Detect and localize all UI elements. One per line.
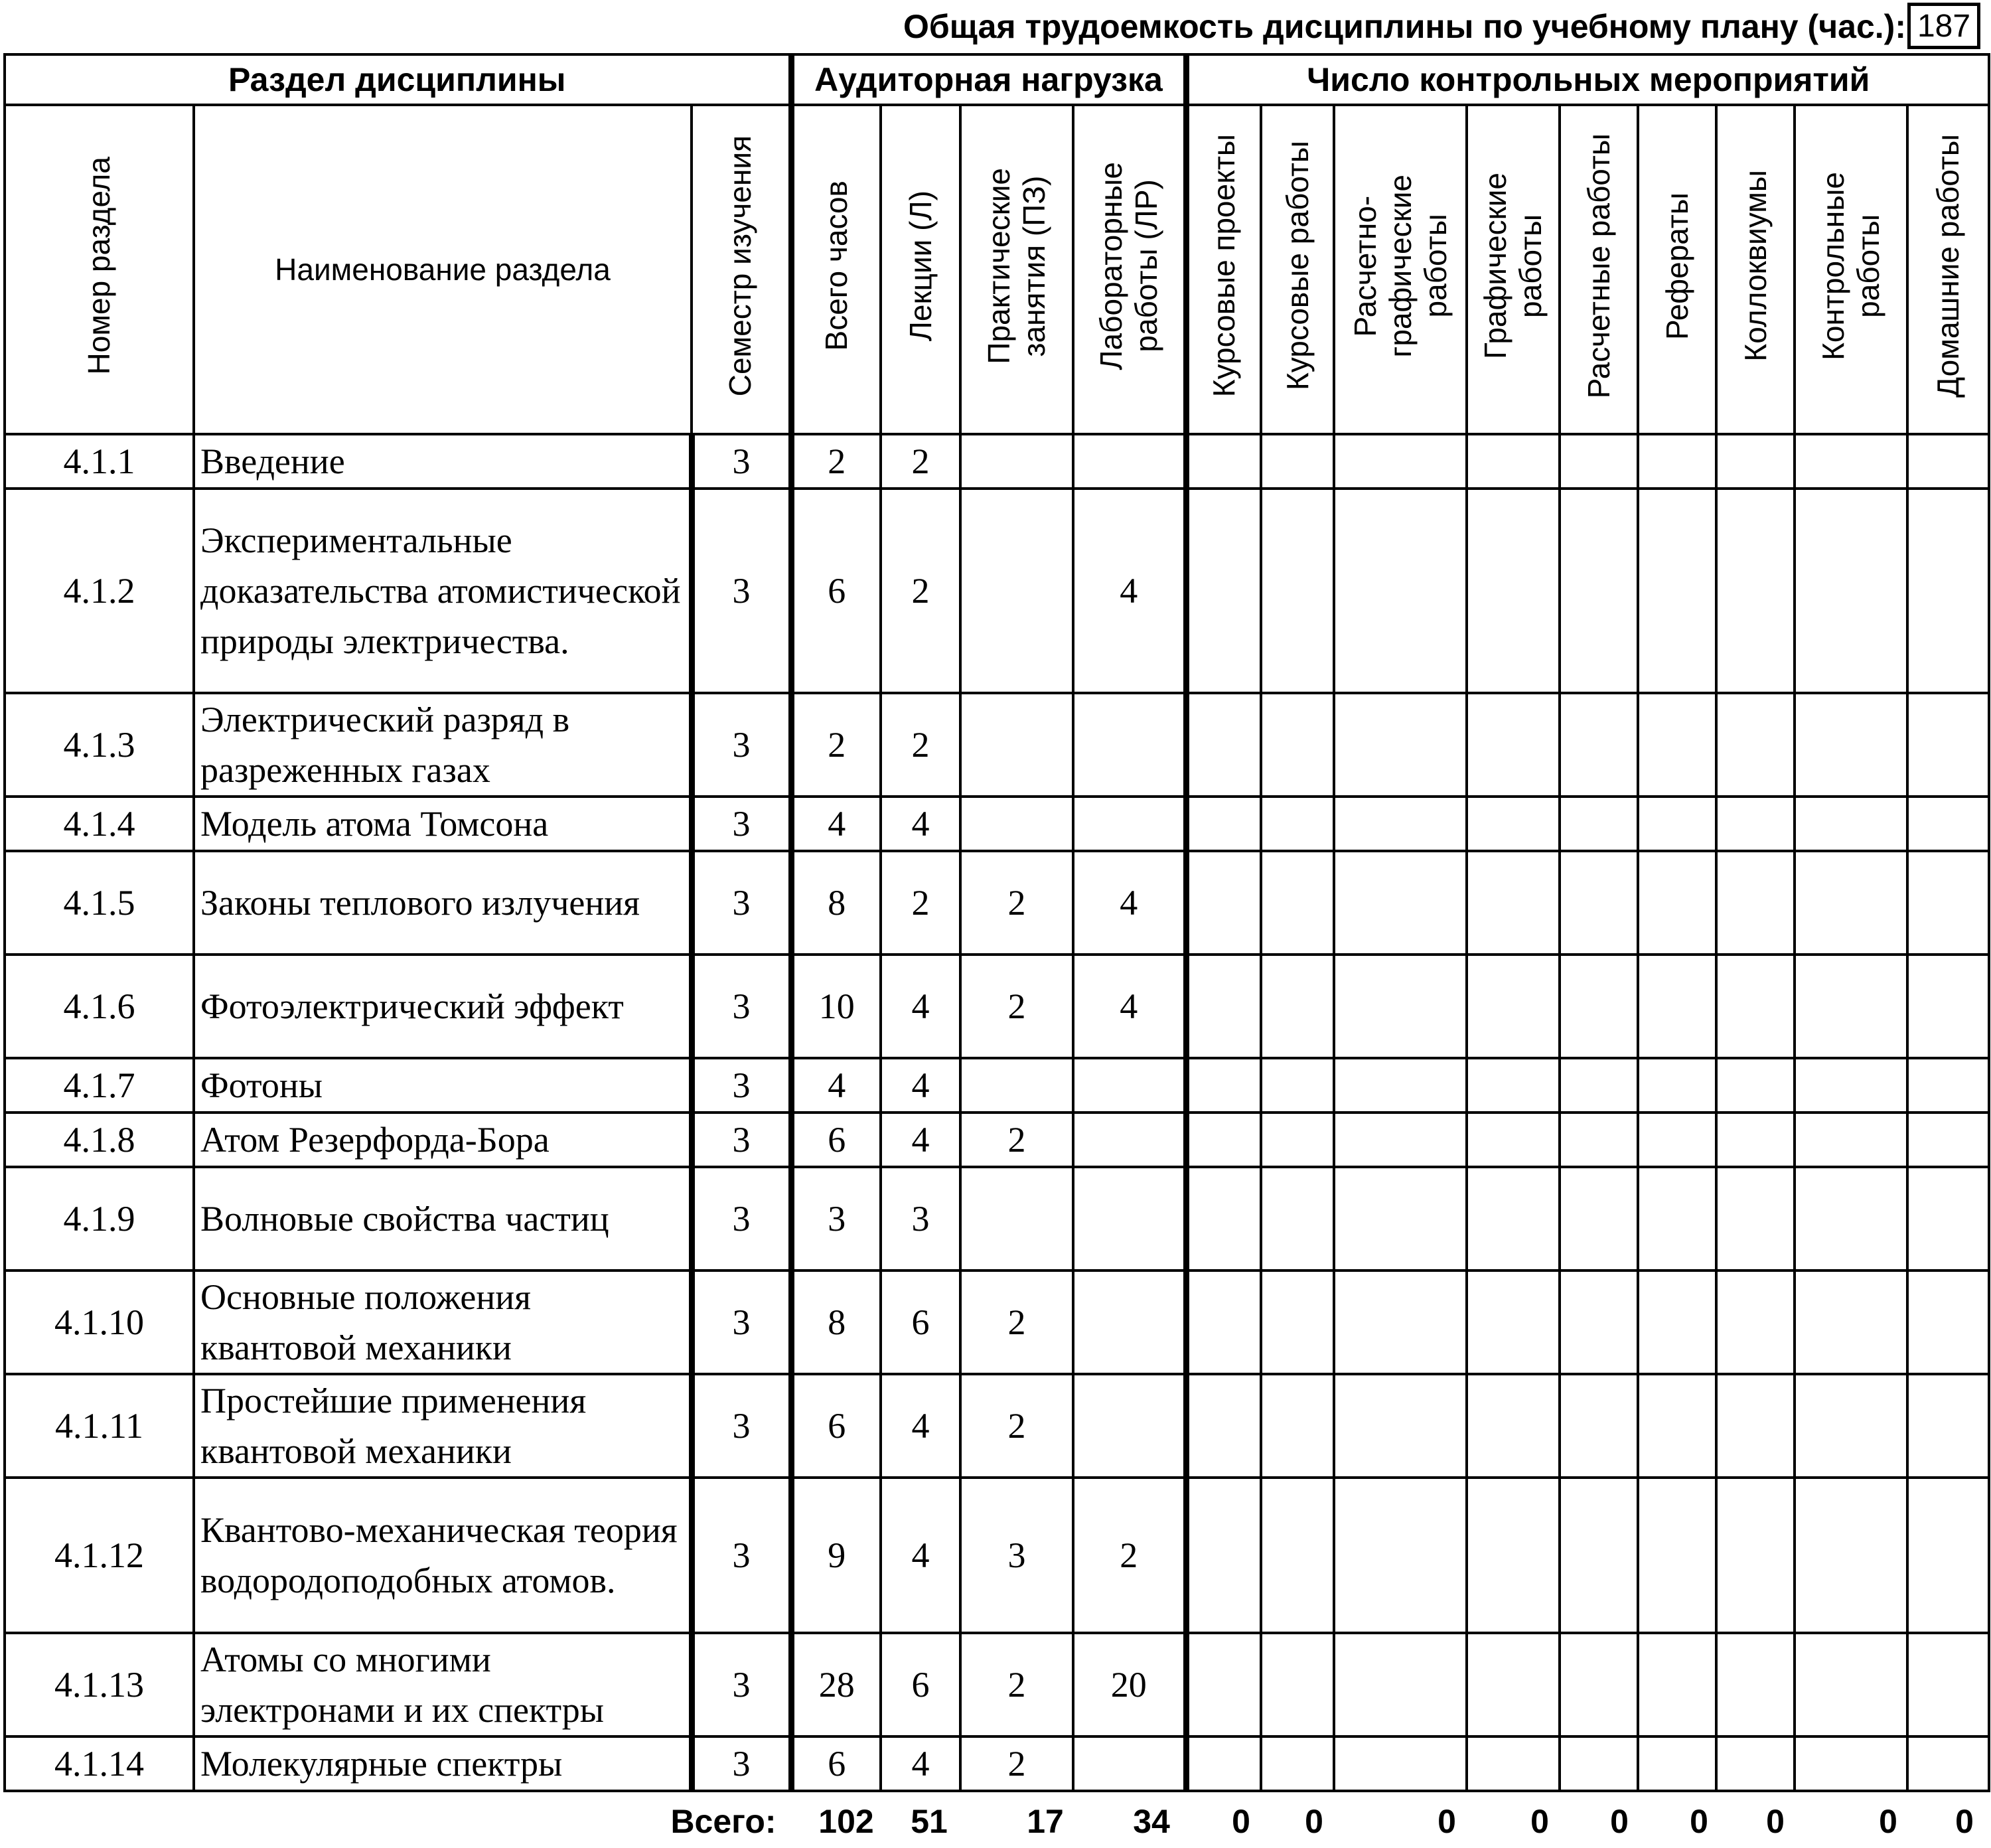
row-lectures: 2 <box>881 489 960 693</box>
row-number: 4.1.7 <box>5 1058 194 1113</box>
row-control-cell <box>1186 1167 1261 1270</box>
row-control-cell <box>1795 693 1907 797</box>
row-control-cell <box>1638 955 1716 1058</box>
row-name: Молекулярные спектры <box>194 1736 692 1791</box>
row-control-cell <box>1716 1633 1795 1736</box>
row-control-cell <box>1638 489 1716 693</box>
row-control-cell <box>1261 797 1334 851</box>
row-number: 4.1.12 <box>5 1478 194 1633</box>
row-control-cell <box>1560 1633 1638 1736</box>
row-practical <box>960 1058 1073 1113</box>
row-name: Модель атома Томсона <box>194 797 692 851</box>
col-header-name: Наименование раздела <box>194 105 692 434</box>
row-control-cell <box>1261 1167 1334 1270</box>
row-control-cell <box>1716 1058 1795 1113</box>
col-header-essays: Рефераты <box>1638 105 1716 434</box>
row-control-cell <box>1186 1374 1261 1478</box>
row-control-cell <box>1907 1113 1989 1167</box>
table-row <box>5 1167 1989 1270</box>
total-workload-line <box>0 0 1991 53</box>
group-header-control: Число контрольных мероприятий <box>1186 54 1989 105</box>
row-labs <box>1073 1374 1186 1478</box>
row-labs <box>1073 797 1186 851</box>
row-control-cell <box>1638 1167 1716 1270</box>
row-control-cell <box>1467 1374 1560 1478</box>
row-semester: 3 <box>692 693 791 797</box>
row-control-cell <box>1334 1633 1467 1736</box>
row-semester: 3 <box>692 1478 791 1633</box>
row-control-cell <box>1795 1270 1907 1374</box>
row-control-cell <box>1795 489 1907 693</box>
row-labs <box>1073 1270 1186 1374</box>
row-practical: 2 <box>960 851 1073 955</box>
totals-labs: 34 <box>1133 1803 1170 1840</box>
row-control-cell <box>1334 1167 1467 1270</box>
row-number: 4.1.3 <box>5 693 194 797</box>
row-labs <box>1073 1113 1186 1167</box>
row-control-cell <box>1186 1270 1261 1374</box>
table-row <box>5 955 1989 1058</box>
row-total-hours: 28 <box>791 1633 881 1736</box>
col-header-homework: Домашние работы <box>1907 105 1989 434</box>
row-control-cell <box>1907 489 1989 693</box>
row-semester: 3 <box>692 489 791 693</box>
row-control-cell <box>1261 434 1334 489</box>
row-semester: 3 <box>692 955 791 1058</box>
row-control-cell <box>1560 1736 1638 1791</box>
row-control-cell <box>1261 489 1334 693</box>
row-labs <box>1073 1736 1186 1791</box>
col-header-practical: Практические занятия (ПЗ) <box>960 105 1073 434</box>
row-labs <box>1073 693 1186 797</box>
row-semester: 3 <box>692 1374 791 1478</box>
row-control-cell <box>1716 1736 1795 1791</box>
row-control-cell <box>1560 1374 1638 1478</box>
table-row <box>5 1058 1989 1113</box>
row-control-cell <box>1186 1633 1261 1736</box>
row-control-cell <box>1795 1374 1907 1478</box>
table-row <box>5 434 1989 489</box>
row-name: Фотоэлектрический эффект <box>194 955 692 1058</box>
row-control-cell <box>1186 797 1261 851</box>
row-control-cell <box>1907 1374 1989 1478</box>
row-lectures: 6 <box>881 1270 960 1374</box>
row-number: 4.1.1 <box>5 434 194 489</box>
row-control-cell <box>1186 1113 1261 1167</box>
row-control-cell <box>1334 434 1467 489</box>
row-control-cell <box>1560 1478 1638 1633</box>
row-practical <box>960 434 1073 489</box>
row-labs: 4 <box>1073 851 1186 955</box>
row-control-cell <box>1186 1058 1261 1113</box>
row-control-cell <box>1716 693 1795 797</box>
row-control-cell <box>1261 1113 1334 1167</box>
group-header-section: Раздел дисциплины <box>5 54 791 105</box>
row-control-cell <box>1795 1167 1907 1270</box>
totals-label: Всего: <box>670 1803 776 1840</box>
row-control-cell <box>1638 1058 1716 1113</box>
row-total-hours: 9 <box>791 1478 881 1633</box>
row-control-cell <box>1334 851 1467 955</box>
row-control-cell <box>1907 797 1989 851</box>
row-control-cell <box>1467 1113 1560 1167</box>
totals-homework: 0 <box>1955 1803 1974 1840</box>
row-control-cell <box>1261 955 1334 1058</box>
row-name: Волновые свойства частиц <box>194 1167 692 1270</box>
row-name: Квантово-механическая теория водородоподобных атомов. <box>194 1478 692 1633</box>
row-control-cell <box>1716 1167 1795 1270</box>
row-lectures: 3 <box>881 1167 960 1270</box>
row-lectures: 6 <box>881 1633 960 1736</box>
row-total-hours: 6 <box>791 1736 881 1791</box>
row-control-cell <box>1795 434 1907 489</box>
row-number: 4.1.13 <box>5 1633 194 1736</box>
totals-total-hours: 102 <box>818 1803 874 1840</box>
row-control-cell <box>1795 797 1907 851</box>
row-practical: 2 <box>960 1633 1073 1736</box>
row-name: Фотоны <box>194 1058 692 1113</box>
row-control-cell <box>1467 434 1560 489</box>
table-row <box>5 1633 1989 1736</box>
row-control-cell <box>1261 1478 1334 1633</box>
totals-colloquia: 0 <box>1766 1803 1785 1840</box>
row-number: 4.1.6 <box>5 955 194 1058</box>
row-semester: 3 <box>692 1058 791 1113</box>
curriculum-table <box>3 53 1990 1792</box>
row-control-cell <box>1638 851 1716 955</box>
row-name: Электрический разряд в разреженных газах <box>194 693 692 797</box>
col-header-labs: Лабораторные работы (ЛР) <box>1073 105 1186 434</box>
table-row <box>5 851 1989 955</box>
col-header-colloquia: Коллоквиумы <box>1716 105 1795 434</box>
row-control-cell <box>1334 797 1467 851</box>
row-total-hours: 4 <box>791 1058 881 1113</box>
row-control-cell <box>1334 1374 1467 1478</box>
row-control-cell <box>1638 1736 1716 1791</box>
row-control-cell <box>1186 1736 1261 1791</box>
totals-practical: 17 <box>1027 1803 1064 1840</box>
row-control-cell <box>1186 1478 1261 1633</box>
table-row <box>5 1374 1989 1478</box>
row-control-cell <box>1467 1633 1560 1736</box>
row-practical: 3 <box>960 1478 1073 1633</box>
row-control-cell <box>1186 851 1261 955</box>
row-control-cell <box>1716 1270 1795 1374</box>
row-labs: 2 <box>1073 1478 1186 1633</box>
row-lectures: 2 <box>881 693 960 797</box>
totals-tests: 0 <box>1879 1803 1897 1840</box>
row-semester: 3 <box>692 1113 791 1167</box>
row-control-cell <box>1716 797 1795 851</box>
row-name: Введение <box>194 434 692 489</box>
row-labs <box>1073 1167 1186 1270</box>
row-control-cell <box>1795 1478 1907 1633</box>
row-control-cell <box>1795 955 1907 1058</box>
row-control-cell <box>1907 851 1989 955</box>
row-control-cell <box>1795 1633 1907 1736</box>
row-name: Простейшие применения квантовой механики <box>194 1374 692 1478</box>
row-lectures: 4 <box>881 1736 960 1791</box>
totals-calc: 0 <box>1610 1803 1629 1840</box>
row-practical: 2 <box>960 1113 1073 1167</box>
row-control-cell <box>1261 693 1334 797</box>
row-control-cell <box>1186 434 1261 489</box>
row-lectures: 2 <box>881 434 960 489</box>
row-control-cell <box>1638 434 1716 489</box>
row-number: 4.1.10 <box>5 1270 194 1374</box>
row-control-cell <box>1560 693 1638 797</box>
table-row <box>5 693 1989 797</box>
row-control-cell <box>1261 1270 1334 1374</box>
row-control-cell <box>1467 489 1560 693</box>
row-control-cell <box>1334 1478 1467 1633</box>
row-control-cell <box>1907 1736 1989 1791</box>
row-total-hours: 2 <box>791 434 881 489</box>
row-lectures: 4 <box>881 1478 960 1633</box>
table-row <box>5 1113 1989 1167</box>
row-control-cell <box>1560 489 1638 693</box>
row-semester: 3 <box>692 1270 791 1374</box>
row-control-cell <box>1186 489 1261 693</box>
row-control-cell <box>1186 693 1261 797</box>
row-control-cell <box>1334 489 1467 693</box>
row-control-cell <box>1716 1113 1795 1167</box>
row-labs: 4 <box>1073 955 1186 1058</box>
row-control-cell <box>1467 797 1560 851</box>
row-name: Атом Резерфорда-Бора <box>194 1113 692 1167</box>
row-control-cell <box>1638 1478 1716 1633</box>
row-control-cell <box>1795 1736 1907 1791</box>
row-number: 4.1.11 <box>5 1374 194 1478</box>
row-practical: 2 <box>960 1374 1073 1478</box>
col-header-total-hours: Всего часов <box>791 105 881 434</box>
row-control-cell <box>1334 1113 1467 1167</box>
row-control-cell <box>1907 1058 1989 1113</box>
row-control-cell <box>1907 1478 1989 1633</box>
row-lectures: 4 <box>881 955 960 1058</box>
row-name: Законы теплового излучения <box>194 851 692 955</box>
row-control-cell <box>1560 1058 1638 1113</box>
row-control-cell <box>1467 1058 1560 1113</box>
row-control-cell <box>1467 851 1560 955</box>
row-control-cell <box>1716 1478 1795 1633</box>
row-semester: 3 <box>692 1167 791 1270</box>
row-labs: 20 <box>1073 1633 1186 1736</box>
row-control-cell <box>1907 1167 1989 1270</box>
row-number: 4.1.14 <box>5 1736 194 1791</box>
row-number: 4.1.9 <box>5 1167 194 1270</box>
table-row <box>5 489 1989 693</box>
row-semester: 3 <box>692 797 791 851</box>
row-practical <box>960 489 1073 693</box>
row-control-cell <box>1638 797 1716 851</box>
row-control-cell <box>1638 1633 1716 1736</box>
row-control-cell <box>1638 693 1716 797</box>
totals-lectures: 51 <box>911 1803 948 1840</box>
group-header-auditorium: Аудиторная нагрузка <box>791 54 1186 105</box>
row-total-hours: 4 <box>791 797 881 851</box>
row-semester: 3 <box>692 1736 791 1791</box>
row-control-cell <box>1186 955 1261 1058</box>
totals-row <box>0 1796 1991 1848</box>
row-control-cell <box>1638 1374 1716 1478</box>
row-name: Экспериментальные доказательства атомистической природы электричества. <box>194 489 692 693</box>
row-control-cell <box>1334 1736 1467 1791</box>
row-control-cell <box>1560 1270 1638 1374</box>
row-control-cell <box>1334 1058 1467 1113</box>
row-total-hours: 2 <box>791 693 881 797</box>
row-name: Атомы со многими электронами и их спектры <box>194 1633 692 1736</box>
row-control-cell <box>1467 1270 1560 1374</box>
row-control-cell <box>1795 1113 1907 1167</box>
row-control-cell <box>1334 1270 1467 1374</box>
row-semester: 3 <box>692 1633 791 1736</box>
row-control-cell <box>1261 1374 1334 1478</box>
row-total-hours: 6 <box>791 1113 881 1167</box>
row-control-cell <box>1560 1113 1638 1167</box>
totals-calc-graph: 0 <box>1438 1803 1456 1840</box>
col-header-course-works: Курсовые работы <box>1261 105 1334 434</box>
row-lectures: 2 <box>881 851 960 955</box>
row-semester: 3 <box>692 851 791 955</box>
row-control-cell <box>1334 955 1467 1058</box>
row-control-cell <box>1716 434 1795 489</box>
row-control-cell <box>1560 797 1638 851</box>
row-practical: 2 <box>960 1270 1073 1374</box>
row-control-cell <box>1467 1478 1560 1633</box>
row-control-cell <box>1907 955 1989 1058</box>
row-total-hours: 6 <box>791 489 881 693</box>
row-control-cell <box>1334 693 1467 797</box>
row-labs <box>1073 434 1186 489</box>
totals-course-projects: 0 <box>1232 1803 1250 1840</box>
row-control-cell <box>1795 851 1907 955</box>
total-workload-value: 187 <box>1907 3 1980 49</box>
row-total-hours: 8 <box>791 851 881 955</box>
table-body <box>5 434 1989 1791</box>
row-total-hours: 8 <box>791 1270 881 1374</box>
row-control-cell <box>1467 1167 1560 1270</box>
row-number: 4.1.4 <box>5 797 194 851</box>
col-header-graphic: Графические работы <box>1467 105 1560 434</box>
row-control-cell <box>1716 955 1795 1058</box>
row-control-cell <box>1638 1270 1716 1374</box>
row-control-cell <box>1638 1113 1716 1167</box>
row-control-cell <box>1795 1058 1907 1113</box>
row-control-cell <box>1467 1736 1560 1791</box>
col-header-semester: Семестр изучения <box>692 105 791 434</box>
row-labs: 4 <box>1073 489 1186 693</box>
totals-course-works: 0 <box>1305 1803 1323 1840</box>
row-control-cell <box>1560 851 1638 955</box>
row-control-cell <box>1261 1058 1334 1113</box>
row-control-cell <box>1716 1374 1795 1478</box>
row-total-hours: 3 <box>791 1167 881 1270</box>
row-lectures: 4 <box>881 1058 960 1113</box>
table-row <box>5 797 1989 851</box>
col-header-lectures: Лекции (Л) <box>881 105 960 434</box>
row-practical <box>960 693 1073 797</box>
row-name: Основные положения квантовой механики <box>194 1270 692 1374</box>
table-row <box>5 1478 1989 1633</box>
col-header-tests: Контрольные работы <box>1795 105 1907 434</box>
row-total-hours: 6 <box>791 1374 881 1478</box>
row-number: 4.1.5 <box>5 851 194 955</box>
row-control-cell <box>1560 955 1638 1058</box>
row-control-cell <box>1261 1633 1334 1736</box>
col-header-num: Номер раздела <box>5 105 194 434</box>
row-lectures: 4 <box>881 797 960 851</box>
row-control-cell <box>1716 489 1795 693</box>
row-control-cell <box>1907 1633 1989 1736</box>
row-control-cell <box>1261 1736 1334 1791</box>
row-labs <box>1073 1058 1186 1113</box>
row-control-cell <box>1560 1167 1638 1270</box>
row-number: 4.1.8 <box>5 1113 194 1167</box>
row-practical <box>960 1167 1073 1270</box>
row-practical: 2 <box>960 955 1073 1058</box>
row-control-cell <box>1716 851 1795 955</box>
col-header-calc-graph: Расчетно- графические работы <box>1334 105 1467 434</box>
total-workload-label: Общая трудоемкость дисциплины по учебному плану (час.): <box>903 8 1906 45</box>
totals-graphic: 0 <box>1530 1803 1549 1840</box>
table-row <box>5 1270 1989 1374</box>
row-control-cell <box>1560 434 1638 489</box>
row-lectures: 4 <box>881 1113 960 1167</box>
row-lectures: 4 <box>881 1374 960 1478</box>
row-practical: 2 <box>960 1736 1073 1791</box>
row-total-hours: 10 <box>791 955 881 1058</box>
row-control-cell <box>1261 851 1334 955</box>
row-control-cell <box>1907 1270 1989 1374</box>
row-control-cell <box>1907 693 1989 797</box>
row-control-cell <box>1467 955 1560 1058</box>
row-semester: 3 <box>692 434 791 489</box>
col-header-course-projects: Курсовые проекты <box>1186 105 1261 434</box>
row-control-cell <box>1907 434 1989 489</box>
col-header-calc: Расчетные работы <box>1560 105 1638 434</box>
row-practical <box>960 797 1073 851</box>
row-control-cell <box>1467 693 1560 797</box>
table-row <box>5 1736 1989 1791</box>
totals-essays: 0 <box>1690 1803 1708 1840</box>
row-number: 4.1.2 <box>5 489 194 693</box>
